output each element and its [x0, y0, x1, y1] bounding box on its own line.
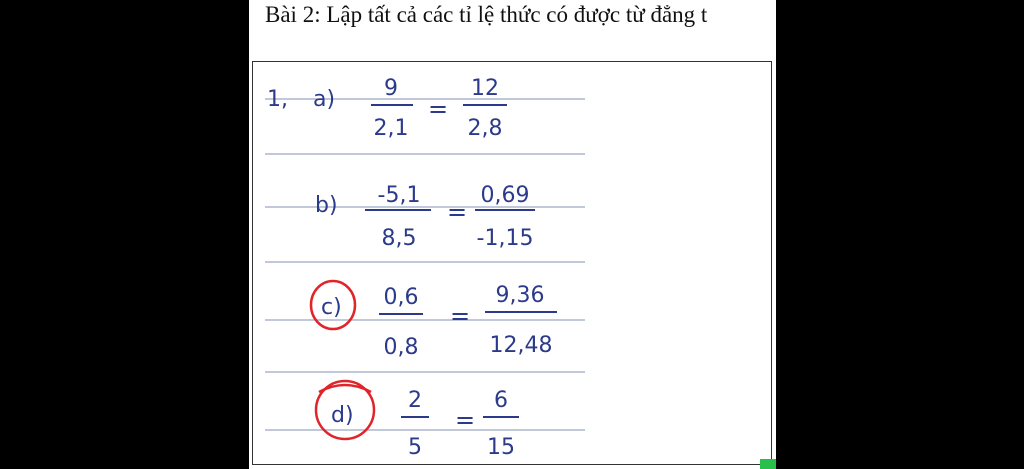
numerator-left: 0,6 — [383, 285, 419, 310]
equals-sign: = — [454, 406, 476, 434]
exercise-title: Bài 2: Lập tất cả các tỉ lệ thức có được từ đẳng t — [265, 2, 708, 27]
proportion-d — [316, 381, 519, 460]
numerator-right: 9,36 — [495, 283, 545, 308]
handwritten-solution-image — [252, 61, 772, 465]
equals-sign: = — [446, 198, 468, 226]
denominator-left: 8,5 — [381, 226, 417, 251]
numerator-right: 0,69 — [480, 183, 530, 208]
item-label: b) — [315, 193, 338, 218]
document-page — [249, 0, 776, 469]
denominator-right: 15 — [487, 435, 515, 460]
item-label: a) — [313, 87, 336, 112]
denominator-right: 2,8 — [467, 116, 503, 141]
proportion-a — [313, 76, 507, 141]
denominator-right: 12,48 — [489, 333, 553, 358]
denominator-left: 0,8 — [383, 335, 419, 360]
notebook-sheet — [253, 62, 771, 464]
equals-sign: = — [427, 95, 449, 123]
numerator-right: 12 — [471, 76, 499, 101]
denominator-left: 5 — [408, 435, 422, 460]
item-label: c) — [321, 295, 342, 320]
numerator-left: 9 — [384, 76, 398, 101]
proportion-b — [315, 183, 535, 251]
numerator-right: 6 — [494, 388, 508, 413]
item-label: d) — [331, 403, 354, 428]
denominator-right: -1,15 — [476, 226, 534, 251]
denominator-left: 2,1 — [373, 116, 409, 141]
numerator-left: -5,1 — [377, 183, 421, 208]
green-corner-indicator — [760, 459, 776, 469]
numerator-left: 2 — [408, 388, 422, 413]
equals-sign: = — [449, 302, 471, 330]
problem-label: 1, — [267, 87, 288, 112]
ruled-lines — [265, 99, 585, 430]
